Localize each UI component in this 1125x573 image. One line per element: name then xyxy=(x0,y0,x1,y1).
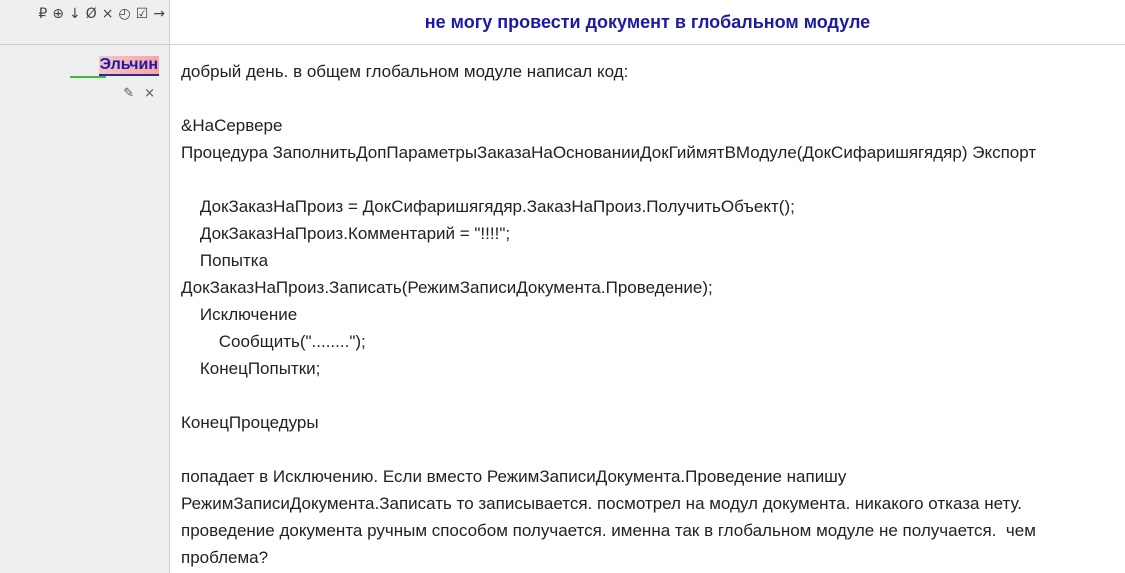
post-actions xyxy=(123,86,155,101)
post-line: &НаСервере xyxy=(181,116,283,135)
post-line: проблема? xyxy=(181,548,269,567)
post-line xyxy=(181,436,1111,463)
author-name-link[interactable]: Эльчин xyxy=(99,56,159,76)
add-circle-icon[interactable]: ⊕ xyxy=(52,6,64,22)
post-line: ДокЗаказНаПроиз = ДокСифаришягядяр.ЗаказНаПроиз.ПолучитьОбъект(); xyxy=(181,197,795,216)
topic-title[interactable]: не могу провести документ в глобальном модуле xyxy=(424,12,871,32)
toolbar xyxy=(0,0,169,28)
close-icon[interactable]: × xyxy=(144,86,155,101)
author-block xyxy=(99,56,159,76)
post-line: добрый день. в общем глобальном модуле написал код: xyxy=(181,62,629,81)
pencil-icon[interactable]: ✎ xyxy=(123,86,135,101)
post-line xyxy=(181,382,1111,409)
post-line: Исключение xyxy=(181,305,298,324)
checkbox-icon[interactable]: ☑ xyxy=(135,6,149,22)
header-divider xyxy=(0,44,1125,45)
sidebar xyxy=(0,0,170,573)
post-line xyxy=(181,166,1111,193)
topic-header xyxy=(170,0,1125,44)
post-line: РежимЗаписиДокумента.Записать то записывается. посмотрел на модул документа. никакого отказа нету. xyxy=(181,494,1022,513)
close-small-icon[interactable]: × xyxy=(101,6,114,22)
post-line: КонецПопытки; xyxy=(181,359,321,378)
ruble-icon[interactable]: ₽ xyxy=(38,6,48,22)
author-underline xyxy=(70,76,106,78)
post-line: Процедура ЗаполнитьДопПараметрыЗаказаНаОснованииДокГиймятВМодуле(ДокСифаришягядяр) Экспорт xyxy=(181,143,1037,162)
post-line xyxy=(181,85,1111,112)
post-line: попадает в Исключению. Если вместо РежимЗаписиДокумента.Проведение напишу xyxy=(181,467,847,486)
post-line: проведение документа ручным способом получается. именна так в глобальном модуле не получается. чем xyxy=(181,521,1036,540)
right-arrow-icon[interactable]: → xyxy=(153,6,165,22)
down-arrow-icon[interactable]: ↓ xyxy=(68,6,81,22)
post-line: ДокЗаказНаПроиз.Комментарий = "!!!!"; xyxy=(181,224,511,243)
post-line: Сообщить("........"); xyxy=(181,332,366,351)
clock-icon[interactable]: ◴ xyxy=(118,6,131,22)
empty-set-icon[interactable]: Ø xyxy=(85,6,97,22)
post-body xyxy=(181,58,1111,571)
post-line: КонецПроцедуры xyxy=(181,413,319,432)
post-line: Попытка xyxy=(181,251,269,270)
post-line: ДокЗаказНаПроиз.Записать(РежимЗаписиДокумента.Проведение); xyxy=(181,278,713,297)
